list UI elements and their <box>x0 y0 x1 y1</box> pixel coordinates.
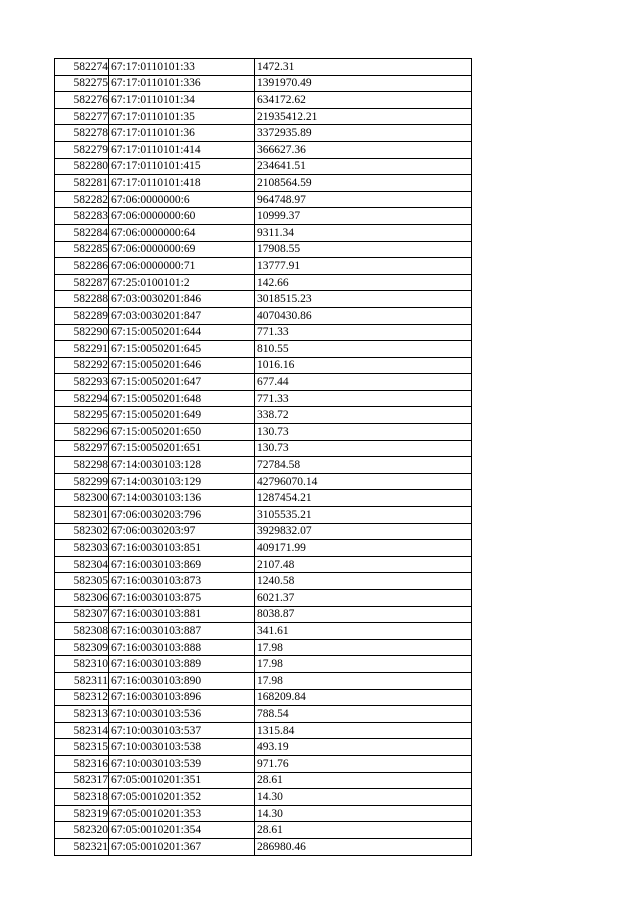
value-cell: 130.73 <box>255 440 472 457</box>
row-id-cell: 582276 <box>55 92 109 109</box>
row-id-cell: 582293 <box>55 374 109 391</box>
value-cell: 2107.48 <box>255 556 472 573</box>
cadastral-number-cell: 67:17:0110101:418 <box>109 175 255 192</box>
table-row <box>55 141 472 158</box>
row-id-cell: 582303 <box>55 540 109 557</box>
table-row <box>55 590 472 607</box>
value-cell: 3372935.89 <box>255 125 472 142</box>
row-id-cell: 582311 <box>55 672 109 689</box>
table-row <box>55 822 472 839</box>
table-row <box>55 507 472 524</box>
table-row <box>55 324 472 341</box>
value-cell: 771.33 <box>255 390 472 407</box>
table-row <box>55 573 472 590</box>
value-cell: 17908.55 <box>255 241 472 258</box>
row-id-cell: 582295 <box>55 407 109 424</box>
table-row <box>55 772 472 789</box>
row-id-cell: 582300 <box>55 490 109 507</box>
row-id-cell: 582313 <box>55 706 109 723</box>
cadastral-number-cell: 67:14:0030103:129 <box>109 473 255 490</box>
row-id-cell: 582305 <box>55 573 109 590</box>
row-id-cell: 582297 <box>55 440 109 457</box>
table-row <box>55 59 472 76</box>
document-page <box>54 58 469 856</box>
value-cell: 1472.31 <box>255 59 472 76</box>
row-id-cell: 582287 <box>55 274 109 291</box>
table-row <box>55 175 472 192</box>
cadastral-number-cell: 67:17:0110101:415 <box>109 158 255 175</box>
row-id-cell: 582278 <box>55 125 109 142</box>
row-id-cell: 582319 <box>55 805 109 822</box>
table-row <box>55 258 472 275</box>
table-row <box>55 224 472 241</box>
row-id-cell: 582279 <box>55 141 109 158</box>
row-id-cell: 582299 <box>55 473 109 490</box>
value-cell: 142.66 <box>255 274 472 291</box>
row-id-cell: 582282 <box>55 191 109 208</box>
row-id-cell: 582312 <box>55 689 109 706</box>
cadastral-number-cell: 67:15:0050201:646 <box>109 357 255 374</box>
table-row <box>55 307 472 324</box>
cadastral-number-cell: 67:10:0030103:536 <box>109 706 255 723</box>
row-id-cell: 582280 <box>55 158 109 175</box>
value-cell: 14.30 <box>255 805 472 822</box>
table-row <box>55 556 472 573</box>
cadastral-number-cell: 67:06:0000000:6 <box>109 191 255 208</box>
row-id-cell: 582296 <box>55 424 109 441</box>
cadastral-number-cell: 67:25:0100101:2 <box>109 274 255 291</box>
value-cell: 286980.46 <box>255 838 472 855</box>
row-id-cell: 582315 <box>55 739 109 756</box>
table-row <box>55 158 472 175</box>
value-cell: 341.61 <box>255 623 472 640</box>
table-row <box>55 755 472 772</box>
table-row <box>55 291 472 308</box>
value-cell: 771.33 <box>255 324 472 341</box>
table-row <box>55 390 472 407</box>
row-id-cell: 582288 <box>55 291 109 308</box>
value-cell: 3018515.23 <box>255 291 472 308</box>
cadastral-number-cell: 67:16:0030103:873 <box>109 573 255 590</box>
row-id-cell: 582304 <box>55 556 109 573</box>
cadastral-number-cell: 67:05:0010201:354 <box>109 822 255 839</box>
value-cell: 493.19 <box>255 739 472 756</box>
table-row <box>55 805 472 822</box>
value-cell: 964748.97 <box>255 191 472 208</box>
table-row <box>55 241 472 258</box>
row-id-cell: 582309 <box>55 639 109 656</box>
cadastral-number-cell: 67:17:0110101:336 <box>109 75 255 92</box>
value-cell: 338.72 <box>255 407 472 424</box>
table-row <box>55 838 472 855</box>
cadastral-number-cell: 67:05:0010201:367 <box>109 838 255 855</box>
cadastral-number-cell: 67:15:0050201:644 <box>109 324 255 341</box>
cadastral-number-cell: 67:16:0030103:889 <box>109 656 255 673</box>
row-id-cell: 582301 <box>55 507 109 524</box>
row-id-cell: 582307 <box>55 606 109 623</box>
value-cell: 1016.16 <box>255 357 472 374</box>
value-cell: 17.98 <box>255 639 472 656</box>
value-cell: 971.76 <box>255 755 472 772</box>
cadastral-number-cell: 67:05:0010201:351 <box>109 772 255 789</box>
row-id-cell: 582316 <box>55 755 109 772</box>
value-cell: 130.73 <box>255 424 472 441</box>
cadastral-number-cell: 67:06:0000000:64 <box>109 224 255 241</box>
row-id-cell: 582289 <box>55 307 109 324</box>
row-id-cell: 582308 <box>55 623 109 640</box>
value-cell: 28.61 <box>255 772 472 789</box>
cadastral-number-cell: 67:03:0030201:847 <box>109 307 255 324</box>
cadastral-number-cell: 67:06:0000000:71 <box>109 258 255 275</box>
row-id-cell: 582277 <box>55 108 109 125</box>
cadastral-number-cell: 67:15:0050201:645 <box>109 341 255 358</box>
cadastral-number-cell: 67:17:0110101:35 <box>109 108 255 125</box>
row-id-cell: 582318 <box>55 789 109 806</box>
cadastral-number-cell: 67:05:0010201:353 <box>109 805 255 822</box>
table-row <box>55 208 472 225</box>
row-id-cell: 582320 <box>55 822 109 839</box>
value-cell: 8038.87 <box>255 606 472 623</box>
value-cell: 9311.34 <box>255 224 472 241</box>
value-cell: 788.54 <box>255 706 472 723</box>
cadastral-number-cell: 67:10:0030103:538 <box>109 739 255 756</box>
table-row <box>55 689 472 706</box>
table-row <box>55 473 472 490</box>
cadastral-number-cell: 67:15:0050201:650 <box>109 424 255 441</box>
table-row <box>55 191 472 208</box>
row-id-cell: 582298 <box>55 457 109 474</box>
table-row <box>55 108 472 125</box>
table-row <box>55 606 472 623</box>
value-cell: 1240.58 <box>255 573 472 590</box>
cadastral-number-cell: 67:06:0000000:60 <box>109 208 255 225</box>
value-cell: 634172.62 <box>255 92 472 109</box>
value-cell: 28.61 <box>255 822 472 839</box>
value-cell: 2108564.59 <box>255 175 472 192</box>
table-row <box>55 92 472 109</box>
value-cell: 3929832.07 <box>255 523 472 540</box>
cadastral-number-cell: 67:15:0050201:648 <box>109 390 255 407</box>
cadastral-number-cell: 67:15:0050201:647 <box>109 374 255 391</box>
row-id-cell: 582310 <box>55 656 109 673</box>
value-cell: 4070430.86 <box>255 307 472 324</box>
row-id-cell: 582321 <box>55 838 109 855</box>
table-row <box>55 424 472 441</box>
cadastral-number-cell: 67:17:0110101:34 <box>109 92 255 109</box>
value-cell: 17.98 <box>255 672 472 689</box>
value-cell: 13777.91 <box>255 258 472 275</box>
value-cell: 17.98 <box>255 656 472 673</box>
cadastral-number-cell: 67:05:0010201:352 <box>109 789 255 806</box>
table-row <box>55 407 472 424</box>
cadastral-number-cell: 67:16:0030103:896 <box>109 689 255 706</box>
table-row <box>55 440 472 457</box>
row-id-cell: 582274 <box>55 59 109 76</box>
cadastral-number-cell: 67:16:0030103:890 <box>109 672 255 689</box>
value-cell: 168209.84 <box>255 689 472 706</box>
table-row <box>55 523 472 540</box>
cadastral-number-cell: 67:17:0110101:36 <box>109 125 255 142</box>
table-row <box>55 357 472 374</box>
cadastral-number-cell: 67:16:0030103:875 <box>109 590 255 607</box>
cadastral-number-cell: 67:15:0050201:649 <box>109 407 255 424</box>
value-cell: 10999.37 <box>255 208 472 225</box>
cadastral-number-cell: 67:06:0030203:796 <box>109 507 255 524</box>
row-id-cell: 582286 <box>55 258 109 275</box>
row-id-cell: 582275 <box>55 75 109 92</box>
row-id-cell: 582317 <box>55 772 109 789</box>
value-cell: 677.44 <box>255 374 472 391</box>
row-id-cell: 582283 <box>55 208 109 225</box>
value-cell: 409171.99 <box>255 540 472 557</box>
cadastral-number-cell: 67:06:0030203:97 <box>109 523 255 540</box>
table-row <box>55 457 472 474</box>
table-row <box>55 125 472 142</box>
cadastral-number-cell: 67:03:0030201:846 <box>109 291 255 308</box>
cadastral-number-cell: 67:17:0110101:414 <box>109 141 255 158</box>
row-id-cell: 582294 <box>55 390 109 407</box>
cadastral-number-cell: 67:16:0030103:887 <box>109 623 255 640</box>
table-row <box>55 374 472 391</box>
value-cell: 14.30 <box>255 789 472 806</box>
table-row <box>55 656 472 673</box>
cadastral-number-cell: 67:16:0030103:881 <box>109 606 255 623</box>
value-cell: 234641.51 <box>255 158 472 175</box>
table-row <box>55 789 472 806</box>
table-row <box>55 274 472 291</box>
cadastral-number-cell: 67:06:0000000:69 <box>109 241 255 258</box>
value-cell: 1315.84 <box>255 722 472 739</box>
row-id-cell: 582285 <box>55 241 109 258</box>
cadastral-number-cell: 67:16:0030103:869 <box>109 556 255 573</box>
value-cell: 42796070.14 <box>255 473 472 490</box>
row-id-cell: 582290 <box>55 324 109 341</box>
cadastral-number-cell: 67:10:0030103:539 <box>109 755 255 772</box>
table-row <box>55 75 472 92</box>
row-id-cell: 582284 <box>55 224 109 241</box>
table-row <box>55 623 472 640</box>
cadastral-number-cell: 67:14:0030103:136 <box>109 490 255 507</box>
cadastral-number-cell: 67:16:0030103:851 <box>109 540 255 557</box>
table-row <box>55 706 472 723</box>
row-id-cell: 582292 <box>55 357 109 374</box>
cadastral-number-cell: 67:10:0030103:537 <box>109 722 255 739</box>
cadastral-number-cell: 67:17:0110101:33 <box>109 59 255 76</box>
cadastral-number-cell: 67:14:0030103:128 <box>109 457 255 474</box>
table-row <box>55 341 472 358</box>
row-id-cell: 582281 <box>55 175 109 192</box>
cadastral-number-cell: 67:16:0030103:888 <box>109 639 255 656</box>
value-cell: 366627.36 <box>255 141 472 158</box>
table-row <box>55 639 472 656</box>
value-cell: 1391970.49 <box>255 75 472 92</box>
table-row <box>55 722 472 739</box>
data-table <box>54 58 472 856</box>
value-cell: 72784.58 <box>255 457 472 474</box>
row-id-cell: 582306 <box>55 590 109 607</box>
value-cell: 6021.37 <box>255 590 472 607</box>
table-row <box>55 490 472 507</box>
table-row <box>55 540 472 557</box>
table-row <box>55 739 472 756</box>
table-body <box>55 59 472 856</box>
value-cell: 3105535.21 <box>255 507 472 524</box>
value-cell: 21935412.21 <box>255 108 472 125</box>
table-row <box>55 672 472 689</box>
row-id-cell: 582314 <box>55 722 109 739</box>
row-id-cell: 582302 <box>55 523 109 540</box>
cadastral-number-cell: 67:15:0050201:651 <box>109 440 255 457</box>
value-cell: 810.55 <box>255 341 472 358</box>
row-id-cell: 582291 <box>55 341 109 358</box>
value-cell: 1287454.21 <box>255 490 472 507</box>
